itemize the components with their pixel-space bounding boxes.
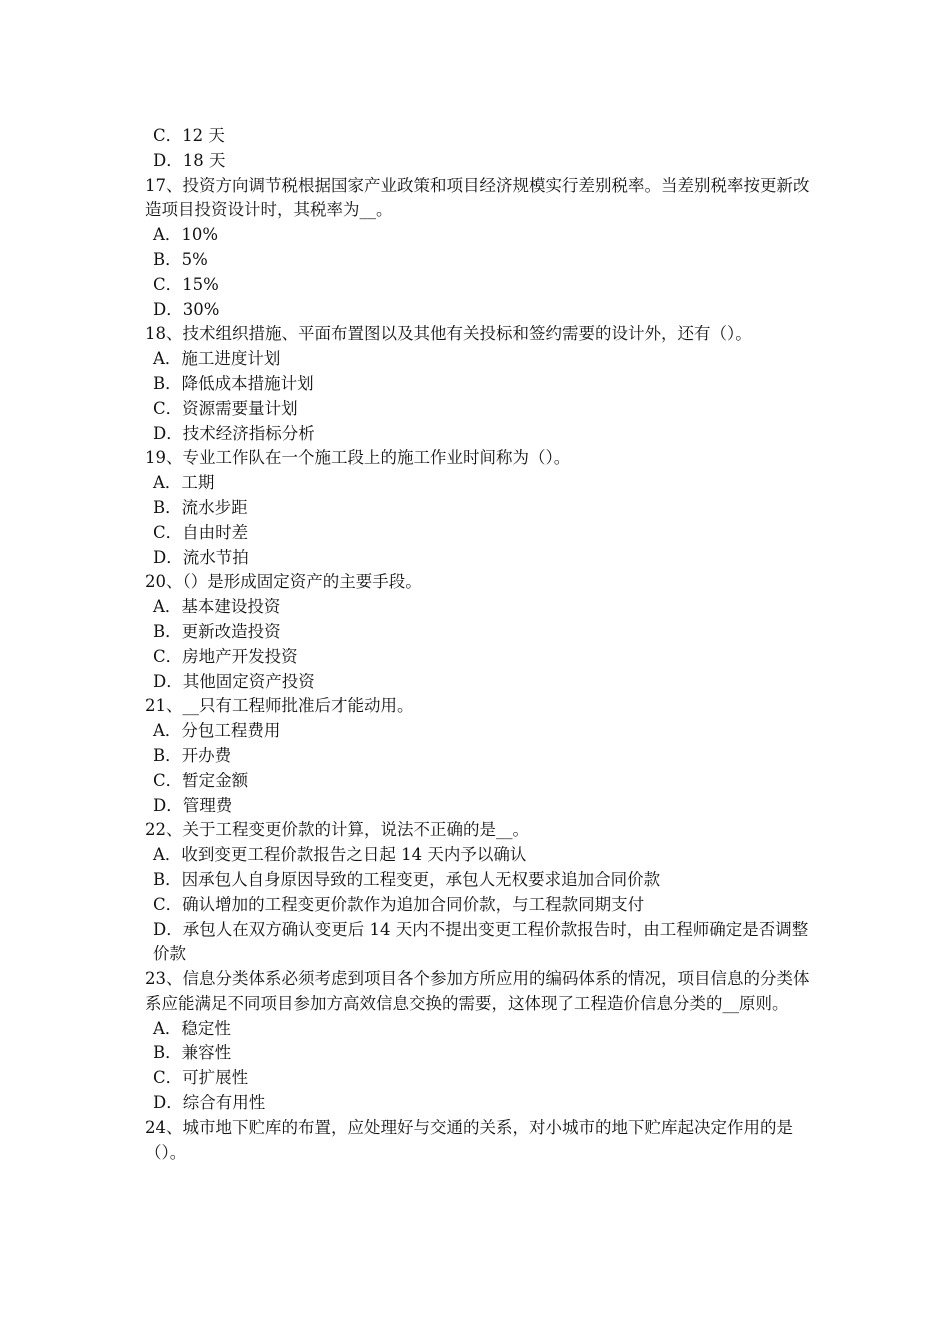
option-b: B．兼容性: [153, 1043, 232, 1063]
question-stem: 23、信息分类体系必须考虑到项目各个参加方所应用的编码体系的情况，项目信息的分类体系应能满足不同项目参加方高效信息交换的需要，这体现了工程造价信息分类的__原则。: [145, 969, 810, 1013]
question-stem: 18、技术组织措施、平面布置图以及其他有关投标和签约需要的设计外，还有（）。: [145, 324, 752, 344]
document-page: [145, 124, 810, 1165]
option-c: C．自由时差: [153, 522, 249, 542]
option-b: B．因承包人自身原因导致的工程变更，承包人无权要求追加合同价款: [153, 869, 661, 889]
option-a: A．施工进度计划: [153, 349, 281, 369]
option-b: B．流水步距: [153, 497, 248, 517]
question-24: [145, 1116, 810, 1166]
question-stem: 24、城市地下贮库的布置，应处理好与交通的关系，对小城市的地下贮库起决定作用的是（）。: [145, 1117, 793, 1162]
option-a: A．基本建设投资: [153, 597, 281, 617]
option-c: C．15%: [153, 274, 219, 294]
option-a: A．工期: [153, 473, 215, 493]
question-stem: 20、（）是形成固定资产的主要手段。: [145, 572, 422, 592]
question-stem: 17、投资方向调节税根据国家产业政策和项目经济规模实行差别税率。当差别税率按更新改造项目投资设计时，其税率为__。: [145, 175, 810, 220]
option-a: A．分包工程费用: [153, 721, 281, 741]
option-a: A．收到变更工程价款报告之日起 14 天内予以确认: [153, 845, 527, 865]
option-c: C．可扩展性: [153, 1068, 249, 1088]
question-20: [145, 570, 810, 694]
question-22: [145, 818, 810, 967]
option-d: D．其他固定资产投资: [153, 671, 315, 691]
question-stem: 19、专业工作队在一个施工段上的施工作业时间称为（）。: [145, 448, 571, 468]
option-d: D．承包人在双方确认变更后 14 天内不提出变更工程价款报告时，由工程师确定是否调整价款: [153, 919, 809, 964]
option-b: B．开办费: [153, 745, 232, 765]
question-23: [145, 967, 810, 1116]
leading-options: [145, 124, 810, 174]
option-d: D．管理费: [153, 795, 233, 815]
option-c: C．资源需要量计划: [153, 398, 298, 418]
question-stem: 22、关于工程变更价款的计算，说法不正确的是__。: [145, 820, 529, 840]
option-c-12-days: C．12 天: [153, 126, 225, 145]
option-c: C．房地产开发投资: [153, 646, 298, 666]
option-b: B．5%: [153, 249, 208, 269]
option-b: B．降低成本措施计划: [153, 373, 314, 393]
option-d-18-days: D．18 天: [153, 150, 226, 170]
option-d: D．流水节拍: [153, 547, 249, 567]
question-stem: 21、__只有工程师批准后才能动用。: [145, 696, 414, 716]
option-d: D．综合有用性: [153, 1093, 266, 1113]
option-d: D．技术经济指标分析: [153, 423, 315, 443]
option-a: A．稳定性: [153, 1018, 231, 1038]
option-b: B．更新改造投资: [153, 621, 281, 641]
question-18: [145, 322, 810, 446]
option-a: A．10%: [153, 225, 219, 245]
question-19: [145, 446, 810, 570]
option-c: C．暂定金额: [153, 770, 249, 790]
option-c: C．确认增加的工程变更价款作为追加合同价款，与工程款同期支付: [153, 894, 645, 914]
question-21: [145, 694, 810, 818]
question-17: [145, 174, 810, 323]
option-d: D．30%: [153, 299, 220, 319]
